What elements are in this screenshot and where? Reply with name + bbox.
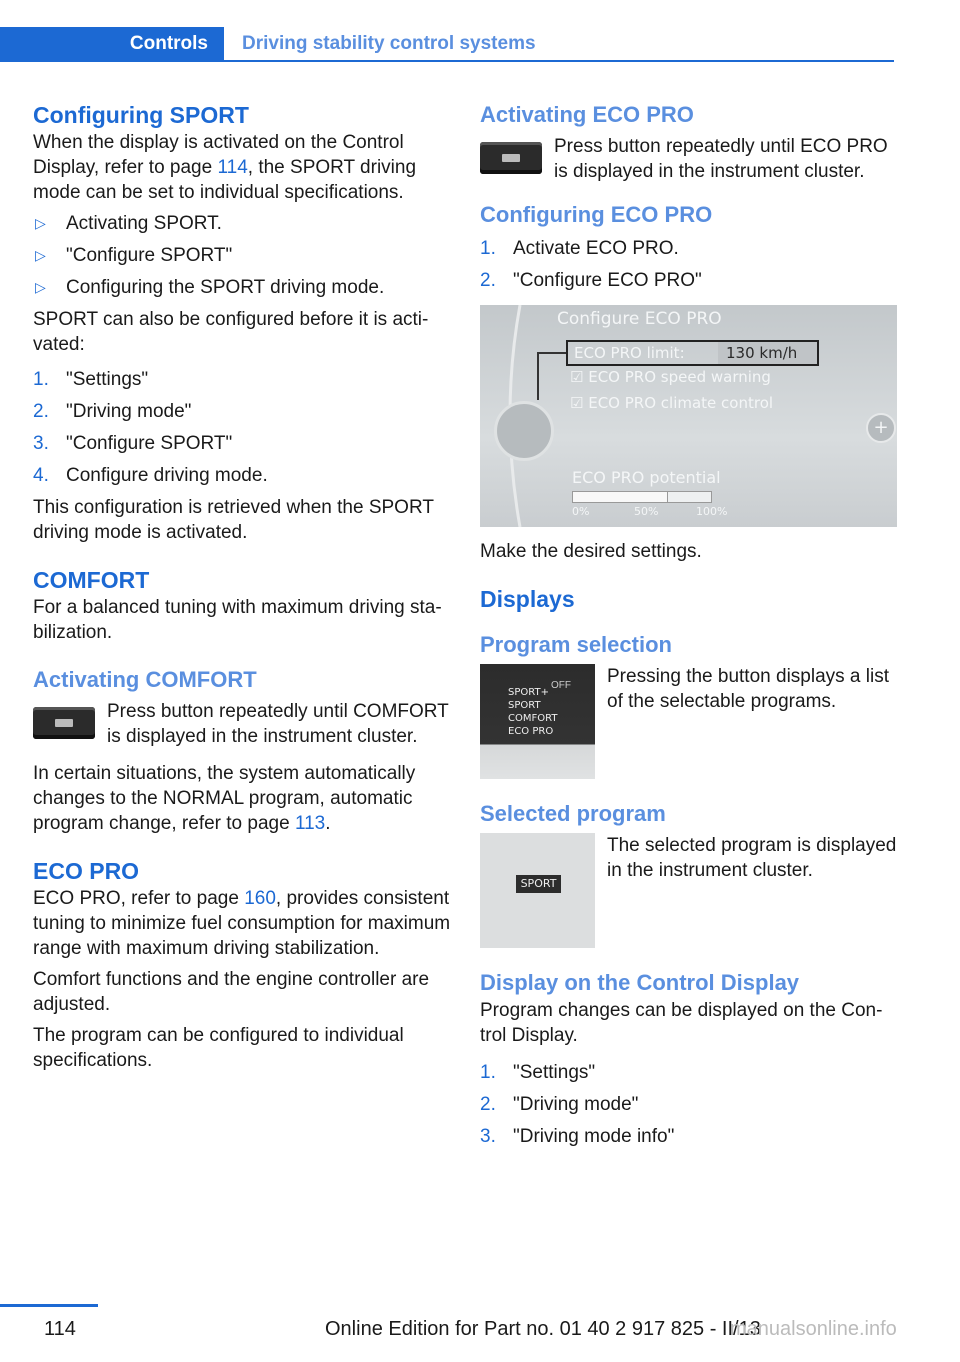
heading-comfort: COMFORT: [33, 567, 150, 593]
page-link[interactable]: 160: [244, 888, 276, 909]
eco-limit-row[interactable]: [566, 340, 819, 366]
page-header: [0, 27, 894, 63]
comfort-note: In certain situations, the system automatically changes to the NORMAL program, automatic program change, refer to page 113.: [33, 763, 416, 834]
eco-steps-list: [480, 236, 898, 293]
list-item: ▷ Configuring the SPORT driving mode.: [35, 277, 385, 298]
eco-potential-bar: [572, 491, 712, 503]
heading-activating-comfort: Activating COMFORT: [33, 667, 257, 692]
heading-eco-pro: ECO PRO: [33, 858, 140, 884]
eco-limit-value: 130 km/h: [718, 342, 817, 364]
eco-pro-text: ECO PRO, refer to page 160, provides consistent tuning to minimize fuel consumption for maximum range with maximum driving stabilization.: [33, 888, 451, 959]
heading-displays: Displays: [480, 586, 575, 612]
eco-pro-text-2: Comfort functions and the engine controller are adjusted.: [33, 969, 430, 1015]
page-link[interactable]: 114: [217, 157, 248, 178]
list-item: 4. Configure driving mode.: [33, 465, 268, 486]
footer-rule: [0, 1304, 98, 1307]
list-item: 1. Activate ECO PRO.: [480, 238, 679, 259]
list-item: 2. "Driving mode": [480, 1094, 639, 1115]
control-display-steps: [480, 1060, 898, 1149]
configure-eco-pro-screenshot: Configure ECO PRO ECO PRO limit: 130 km/h ☑ ECO PRO speed warning ☑ ECO PRO climate control + ECO PRO potential 0% 50% 100%: [480, 305, 897, 527]
list-item: 2. "Driving mode": [33, 401, 192, 422]
settings-text: Make the desired settings.: [480, 541, 702, 562]
configure-before-text: SPORT can also be configured before it is activated:: [33, 309, 429, 355]
heading-program-selection: Program selection: [480, 632, 672, 657]
heading-control-display: Display on the Control Display: [480, 970, 800, 995]
header-rule: [0, 60, 894, 62]
watermark: manualsonline.info: [730, 1318, 897, 1340]
list-item: 1. "Settings": [33, 369, 149, 390]
chapter-title: Driving stability control systems: [242, 33, 536, 54]
sport-bullet-list: [33, 211, 451, 300]
left-column: [33, 100, 451, 1073]
list-item: ▷ "Configure SPORT": [35, 245, 233, 266]
list-item: ▷ Activating SPORT.: [35, 213, 222, 234]
selected-program-text: The selected program is displayed in the instrument cluster.: [607, 835, 897, 881]
option-speed-warning[interactable]: ☑ ECO PRO speed warning: [570, 368, 771, 386]
selected-program-image: [480, 833, 595, 948]
list-item: 3. "Driving mode info": [480, 1126, 675, 1147]
mode-button-icon: [33, 707, 95, 739]
program-list-image: SPORT+ SPORT COMFORT ECO PRO OFF: [480, 664, 595, 779]
comfort-text: For a balanced tuning with maximum driving stabilization.: [33, 597, 442, 643]
dsc-off-icon: OFF: [551, 680, 571, 691]
activating-eco-text: Press button repeatedly until ECO PRO is displayed in the instrument cluster.: [554, 136, 888, 182]
edition-text: Online Edition for Part no. 01 40 2 917 825 - II/13: [325, 1318, 761, 1340]
page-link[interactable]: 113: [294, 813, 326, 834]
program-selection-text: Pressing the button displays a list of the selectable programs.: [607, 666, 889, 712]
heading-activating-eco-pro: Activating ECO PRO: [480, 102, 694, 127]
control-display-text: Program changes can be displayed on the Control Display.: [480, 1000, 883, 1046]
controller-knob-icon: [494, 401, 554, 461]
heading-selected-program: Selected program: [480, 801, 666, 826]
eco-limit-label: ECO PRO limit:: [574, 344, 685, 362]
eco-pro-text-3: The program can be configured to individual specifications.: [33, 1025, 404, 1071]
list-item: 1. "Settings": [480, 1062, 596, 1083]
heading-configuring-sport: Configuring SPORT: [33, 102, 249, 128]
sport-steps-list: [33, 367, 451, 488]
sport-badge: SPORT: [516, 875, 561, 893]
heading-configuring-eco-pro: Configuring ECO PRO: [480, 202, 713, 227]
page-number: 114: [44, 1318, 76, 1340]
option-climate-control[interactable]: ☑ ECO PRO climate control: [570, 394, 774, 412]
activating-comfort-text: Press button repeatedly until COMFORT is displayed in the instrument cluster.: [107, 701, 449, 747]
mode-button-icon: [480, 142, 542, 174]
configuring-sport-intro: When the display is activated on the Control Display, refer to page 114, the SPORT driving mode can be set to individual specifications.: [33, 132, 417, 203]
screen-title: Configure ECO PRO: [557, 309, 722, 329]
eco-potential-label: ECO PRO potential: [572, 468, 721, 487]
configure-after-text: This configuration is retrieved when the SPORT driving mode is activated.: [33, 497, 434, 543]
plus-icon: +: [866, 413, 896, 443]
section-tab[interactable]: Controls: [0, 27, 224, 61]
right-column: [480, 100, 898, 1156]
list-item: 3. "Configure SPORT": [33, 433, 233, 454]
list-item: 2. "Configure ECO PRO": [480, 270, 702, 291]
